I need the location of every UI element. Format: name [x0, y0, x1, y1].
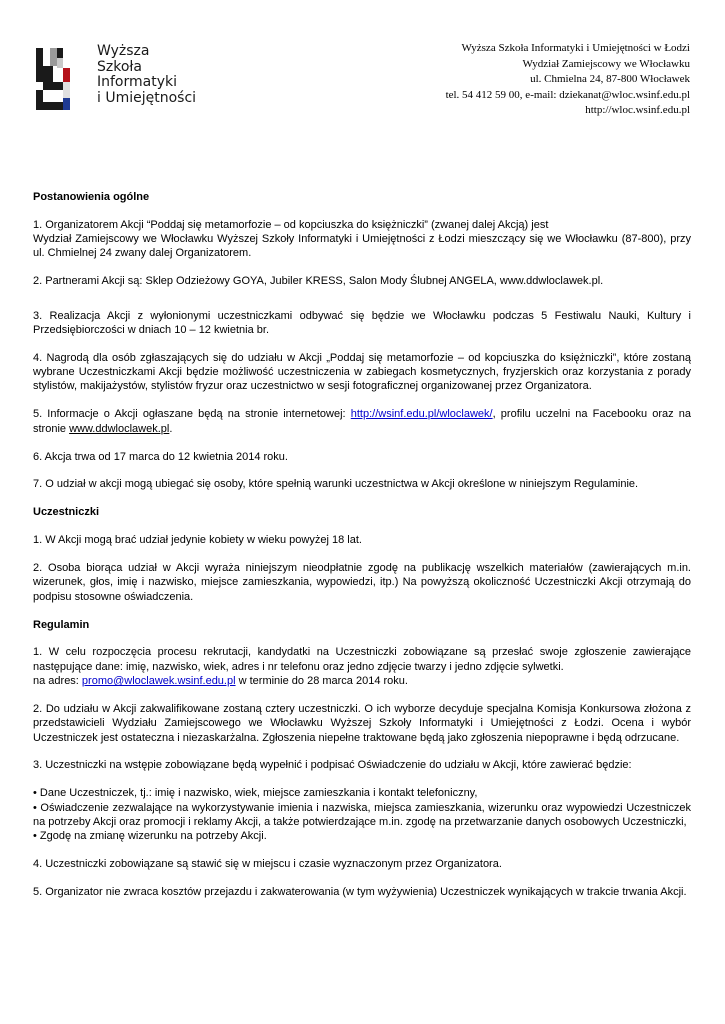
logo-line: Szkoła	[97, 58, 142, 75]
section-heading: Regulamin	[33, 618, 90, 631]
paragraph-text: na adres:	[33, 675, 82, 688]
wsinf-link[interactable]: http://wsinf.edu.pl/wloclawek/	[350, 408, 493, 421]
header-line: Wydział Zamiejscowy we Włocławku	[522, 57, 690, 70]
paragraph: 2. Partnerami Akcji są: Sklep Odzieżowy GOYA, Jubiler KRESS, Salon Mody Ślubnej ANGELA, www.ddwloclawek.pl.	[33, 275, 604, 288]
section-heading: Postanowienia ogólne	[33, 191, 150, 203]
paragraph	[33, 407, 691, 436]
list-item: • Oświadczenie zezwalające na wykorzystywanie imienia i nazwiska, miejsca zamieszkania, wizerunku oraz wypowiedzi Uczestniczek na potrzeby Akcji oraz promocji i reklamy Akcji, a także potwierdzające m.in. zgodę na przetwarzanie danych osobowych Uczestniczki,	[33, 801, 691, 828]
paragraph	[33, 645, 691, 688]
paragraph	[33, 218, 691, 261]
paragraph-text: 5. Informacje o Akcji ogłaszane będą na stronie internetowej:	[33, 408, 351, 421]
paragraph-text: .	[169, 422, 173, 435]
header-line: Wyższa Szkoła Informatyki i Umiejętności w Łodzi	[461, 42, 690, 54]
list-item: • Zgodę na zmianę wizerunku na potrzeby Akcji.	[33, 830, 267, 843]
paragraph: 4. Nagrodą dla osób zgłaszających się do udziału w Akcji „Poddaj się metamorfozie – od kopciuszka do księżniczki”, które zostaną wybrane Uczestniczkami Akcji będzie możliwość uczestniczenia w zabiegach kosmetycznych, fryzjerskich oraz korzystania z porady stylistów, makijażystów, stylistów fryzur oraz uczestnictwo w sesji fotograficznej organizowanej przez Organizatora.	[33, 351, 691, 393]
list-item: • Dane Uczestniczek, tj.: imię i nazwisko, wiek, miejsce zamieszkania i kontakt telefoniczny,	[33, 787, 478, 800]
paragraph: 5. Organizator nie zwraca kosztów przejazdu i zakwaterowania (w tym wyżywienia) Uczestniczek wynikających w trakcie trwania Akcji.	[33, 886, 687, 898]
paragraph: 1. W Akcji mogą brać udział jedynie kobiety w wieku powyżej 18 lat.	[33, 534, 362, 547]
paragraph-text: w terminie do 28 marca 2014 roku.	[235, 675, 408, 688]
email-link[interactable]: promo@wloclawek.wsinf.edu.pl	[81, 675, 236, 688]
paragraph-line: 1. Organizatorem Akcji “Poddaj się metamorfozie – od kopciuszka do księżniczki” (zwanej dalej Akcją) jest	[33, 218, 549, 231]
paragraph: 3. Realizacja Akcji z wyłonionymi uczestniczkami odbywać się będzie we Włocławku podczas 5 Festiwalu Nauki, Kultury i Przedsiębiorczości w dniach 10 – 12 kwietnia br.	[33, 309, 691, 336]
paragraph: 6. Akcja trwa od 17 marca do 12 kwietnia 2014 roku.	[33, 450, 288, 463]
logo-line: Wyższa	[97, 43, 150, 59]
header-line: http://wloc.wsinf.edu.pl	[585, 104, 690, 116]
document-body	[33, 190, 691, 913]
logo-wordmark	[97, 44, 196, 106]
paragraph-text: 1. W celu rozpoczęcia procesu rekrutacji, kandydatki na Uczestniczki zobowiązane są przesłać swoje zgłoszenie zawierające następujące dane: imię, nazwisko, wiek, adres i nr telefonu oraz jedno zdjęcie twarzy i jedno zdjęcie sylwetki.	[33, 646, 691, 673]
paragraph: 2. Do udziału w Akcji zakwalifikowane zostaną cztery uczestniczki. O ich wyborze decyduje specjalna Komisja Konkursowa złożona z przedstawicieli Wydziału Zamiejscowego we Włocławku Wyższej Szkoły Informatyki i Umiejętności z Łodzi. Ocena i wybór Uczestniczek jest ostateczna i niezaskarżalna. Zgłoszenia niepełne traktowane będą jako zgłoszenia niepoprawne i będą odrzucane.	[33, 702, 691, 744]
paragraph: 7. O udział w akcji mogą ubiegać się osoby, które spełnią warunki uczestnictwa w Akcji określone w niniejszym Regulaminie.	[33, 478, 639, 491]
paragraph: 2. Osoba biorąca udział w Akcji wyraża niniejszym nieodpłatnie zgodę na publikację wszelkich materiałów (zawierających m.in. wizerunek, głos, imię i nazwisko, miejsce zamieszkania, wypowiedzi, itp.) Na powyższą okoliczność Uczestniczki Akcji otrzymają do podpisu stosowne oświadczenia.	[33, 562, 691, 603]
paragraph-text: Wydział Zamiejscowy we Włocławku Wyższej Szkoły Informatyki i Umiejętności z Łodzi mieszczący się we Włocławku (87-800), przy ul. Chmielnej 24 zwany dalej Organizatorem.	[33, 233, 691, 260]
paragraph-text: , profilu uczelni na Facebooku oraz na stronie	[33, 408, 691, 435]
logo-line: i Umiejętności	[97, 89, 197, 106]
paragraph-line	[33, 674, 691, 688]
header-line: tel. 54 412 59 00, e-mail: dziekanat@wloc.wsinf.edu.pl	[445, 88, 690, 101]
logo-line: Informatyki	[97, 74, 177, 90]
section-heading: Uczestniczki	[33, 506, 100, 519]
header-address	[446, 41, 690, 119]
paragraph: 4. Uczestniczki zobowiązane są stawić się w miejscu i czasie wyznaczonym przez Organizatora.	[33, 858, 502, 871]
header-line: ul. Chmielna 24, 87-800 Włocławek	[530, 73, 690, 85]
ddwloclawek-link[interactable]: www.ddwloclawek.pl	[69, 422, 170, 435]
bullet-list	[33, 786, 691, 843]
paragraph: 3. Uczestniczki na wstępie zobowiązane będą wypełnić i podpisać Oświadczenie do udziału w Akcji, które zawierać będzie:	[33, 759, 632, 772]
